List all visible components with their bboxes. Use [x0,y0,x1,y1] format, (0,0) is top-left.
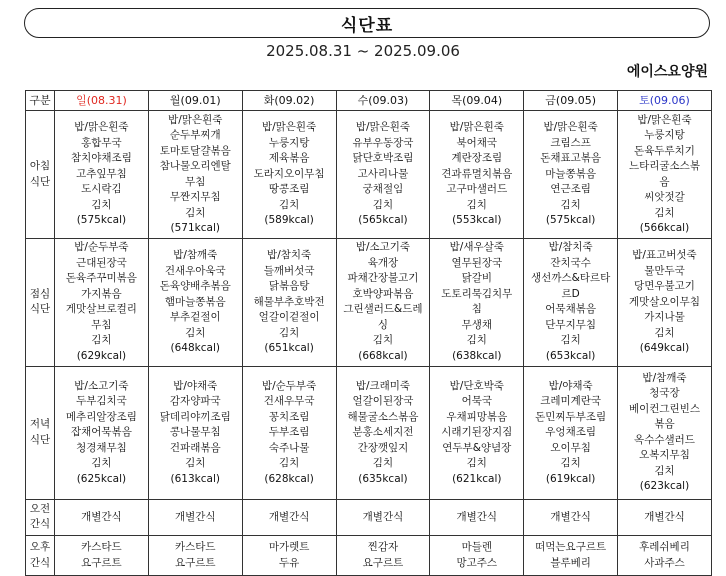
meal-row-breakfast [26,111,712,238]
row-label-line: 점심 [29,287,51,300]
menu-item: 콩나물무침 [169,426,221,439]
meal-row-snack1 [26,499,712,536]
meal-cell [618,367,712,499]
menu-item: 씨앗젓갈 [644,191,685,204]
meal-cell [618,536,712,576]
menu-item: (553kcal) [452,214,502,227]
menu-item: 사과주스 [644,556,685,569]
menu-item: 카스타드 [81,541,122,554]
row-label-breakfast [26,111,55,238]
menu-item: 밥/단호박죽 [449,379,504,392]
menu-item: 김치 [185,326,206,339]
menu-item: 돈육주꾸미볶음 [65,272,137,285]
menu-item: (571kcal) [170,222,220,235]
meal-cell [430,111,524,238]
meal-cell [336,238,430,366]
meal-cell [55,238,149,366]
row-label-line: 식단 [29,303,51,316]
menu-item: (668kcal) [358,349,408,362]
menu-item: 두부조림 [268,426,310,439]
menu-item: 도라지오이무침 [253,167,325,180]
menu-item: (649kcal) [639,342,690,355]
menu-item: 김치 [560,457,581,470]
meal-cell [148,499,242,536]
menu-item: 두유 [278,556,300,569]
menu-item: 도토리묵김치무 [441,287,513,300]
menu-item: 개별간식 [456,510,498,523]
meal-cell [430,238,524,366]
menu-item: 요구르트 [362,556,404,569]
menu-item: 후레쉬베리 [639,541,690,554]
menu-item: 부추겉절이 [169,311,221,324]
menu-item: 계란장조림 [451,152,503,165]
meal-cell [55,499,149,536]
menu-item: 가지볶음 [81,287,122,300]
row-label-line: 아침 [29,160,51,173]
menu-item: 김치 [372,198,394,211]
menu-item: 두부김치국 [76,395,127,408]
meal-plan-body [26,91,712,576]
menu-item: 마늘쫑볶음 [545,167,596,180]
menu-item: 해물굴소스볶음 [347,410,419,423]
menu-item: 블루베리 [550,556,591,569]
menu-item: 김치 [91,198,112,211]
menu-item: (619kcal) [545,472,596,485]
menu-item: 르D [561,287,580,300]
menu-item: 김치 [185,457,206,470]
menu-item: 청경채무침 [76,441,127,454]
menu-item: 가지나물 [644,311,685,324]
menu-item: (628kcal) [264,472,314,485]
menu-item: 파채간장불고기 [347,272,419,285]
menu-item: 건새우아욱국 [164,264,226,277]
meal-row-lunch [26,238,712,366]
menu-item: 밥/맑은흰죽 [637,113,692,126]
menu-item: 김치 [185,206,206,219]
menu-item: 김치 [560,198,581,211]
meal-cell [148,111,242,238]
meal-row-dinner [26,367,712,499]
meal-cell [242,111,336,238]
meal-cell [524,536,618,576]
menu-item: 들깨버섯국 [263,264,315,277]
menu-item: 김치 [560,334,581,347]
meal-cell [148,536,242,576]
meal-cell [336,499,430,536]
row-label-snack2 [26,536,55,576]
row-label-line: 식단 [29,175,51,188]
row-label-line: 오전 [29,502,51,515]
menu-item: 햄마늘쫑볶음 [164,295,226,308]
meal-cell [618,499,712,536]
meal-cell [242,238,336,366]
menu-item: 김치 [654,326,675,339]
meal-cell [336,536,430,576]
menu-item: (648kcal) [170,342,220,355]
menu-item: 건새우무국 [263,395,315,408]
menu-item: (638kcal) [452,349,502,362]
header-row [26,91,712,111]
menu-item: 찐감자 [367,541,399,554]
row-label-line: 저녁 [29,418,51,431]
day-header-fri: 금(09.05) [524,91,618,111]
row-label-line: 간식 [29,518,51,531]
menu-item: 연근조림 [550,183,591,196]
menu-item: 김치 [372,334,394,347]
menu-item: 잔치국수 [550,256,591,269]
menu-item: 홍합무국 [81,136,122,149]
title-box [24,8,710,38]
day-header-sat: 토(09.06) [618,91,712,111]
menu-item: 연두부&양념장 [442,441,512,454]
meal-cell [524,367,618,499]
meal-cell [430,536,524,576]
menu-item: 참나물오리엔탈 [159,160,231,173]
menu-item: 닭데리야끼조림 [159,410,231,423]
menu-item: 우엉채조림 [545,426,596,439]
menu-item: 카스타드 [174,541,216,554]
menu-item: 돈육양배추볶음 [159,280,231,293]
menu-item: 잡채어묵볶음 [70,426,132,439]
menu-item: (589kcal) [264,214,314,227]
menu-item: 김치 [278,326,300,339]
day-header-wed: 수(09.03) [336,91,430,111]
menu-item: 김치 [654,464,675,477]
menu-item: 느타리굴소스볶 [628,160,700,173]
menu-item: (575kcal) [76,214,127,227]
menu-item: 게맛살오이무침 [628,295,700,308]
meal-cell [55,536,149,576]
menu-item: 김치 [91,457,112,470]
menu-item: 밥/맑은흰죽 [261,121,317,134]
menu-item: 그린샐러드&드레 [343,303,423,316]
menu-item: 밥/크래미죽 [355,379,411,392]
menu-item: 밥/새우살죽 [449,241,504,254]
row-label-lunch [26,238,55,366]
row-label-line: 간식 [29,556,51,569]
menu-item: 닭단호박조림 [352,152,414,165]
meal-cell [430,499,524,536]
menu-item: 싱 [377,318,389,331]
menu-item: (625kcal) [76,472,127,485]
menu-item: 육개장 [367,256,399,269]
menu-item: 옥수수샐러드 [634,433,695,446]
menu-item: 꽁치조림 [268,410,310,423]
organization-name: 에이스요양원 [626,64,708,80]
day-header-thu: 목(09.04) [430,91,524,111]
menu-item: 감자양파국 [169,395,221,408]
meal-cell [148,238,242,366]
menu-item: 북어채국 [456,136,498,149]
menu-item: 시래기된장지짐 [441,426,513,439]
menu-item: 무짠지무침 [169,191,221,204]
menu-item: 고사리나물 [357,167,409,180]
meal-cell [618,111,712,238]
menu-item: 고구마샐러드 [446,183,508,196]
menu-item: 밥/맑은흰죽 [74,121,129,134]
menu-item: (566kcal) [639,222,690,235]
menu-item: 무생채 [461,318,493,331]
meal-cell [618,238,712,366]
menu-item: 밥/순두부죽 [261,379,317,392]
menu-item: 밥/순두부죽 [74,241,129,254]
menu-item: 밥/소고기죽 [355,241,411,254]
menu-item: 밥/참치죽 [267,249,312,262]
page-title: 식단표 [340,15,394,36]
meal-row-snack2 [26,536,712,576]
menu-item: 닭볶음탕 [268,280,310,293]
meal-cell [148,367,242,499]
menu-item: 밥/참치죽 [548,241,593,254]
menu-item: 김치 [466,198,487,211]
menu-item: 근대된장국 [76,256,127,269]
menu-item: 개별간식 [644,510,685,523]
menu-item: 궁채절임 [362,183,404,196]
menu-item: 무침 [91,318,112,331]
menu-item: 유부우동장국 [352,136,414,149]
menu-item: 밥/표고버섯죽 [632,249,697,262]
row-label-line: 식단 [29,433,51,446]
menu-item: 어묵국 [461,395,493,408]
menu-item: 견과류멸치볶음 [441,167,513,180]
menu-item: 개별간식 [362,510,404,523]
menu-item: (575kcal) [545,214,596,227]
menu-item: 순두부찌개 [169,129,221,142]
row-label-dinner [26,367,55,499]
menu-item: 김치 [466,334,487,347]
meal-cell [55,111,149,238]
menu-item: 김치 [278,198,300,211]
menu-item: 제육볶음 [268,152,310,165]
menu-item: 숙주나물 [268,441,310,454]
menu-item: 망고주스 [456,556,498,569]
menu-item: 돈육두루치기 [634,144,695,157]
meal-cell [430,367,524,499]
menu-item: 무침 [185,175,206,188]
meal-plan-table [25,90,712,576]
menu-item: 음 [659,175,670,188]
menu-item: 밥/참깨죽 [642,371,687,384]
menu-item: 누룽지탕 [268,136,310,149]
menu-item: 요구르트 [174,556,216,569]
meal-cell [242,499,336,536]
menu-item: 닭갈비 [461,272,493,285]
menu-item: 침 [471,303,482,316]
menu-item: 고추잎무침 [76,167,127,180]
menu-item: 당면우불고기 [634,280,695,293]
meal-cell [242,536,336,576]
menu-item: 건파래볶음 [169,441,221,454]
menu-item: 밥/소고기죽 [74,379,129,392]
menu-item: 청국장 [649,387,680,400]
corner-label: 구분 [26,91,55,111]
meal-cell [524,238,618,366]
menu-item: 오이무침 [550,441,591,454]
menu-item: 얼갈이겉절이 [258,311,320,324]
meal-cell [336,367,430,499]
date-range: 2025.08.31 ~ 2025.09.06 [266,42,460,60]
meal-cell [242,367,336,499]
menu-item: (623kcal) [639,480,690,493]
menu-item: 돈채표고볶음 [540,152,602,165]
menu-item: 참치야채조림 [70,152,132,165]
menu-item: 밥/맑은흰죽 [168,113,223,126]
menu-item: 밥/맑은흰죽 [355,121,411,134]
menu-item: 분홍소세지전 [352,426,414,439]
meal-cell [524,499,618,536]
menu-item: 단무지무침 [545,318,596,331]
menu-item: 간장깻잎지 [357,441,409,454]
menu-item: 생선까스&타르타 [531,272,611,285]
menu-item: 밥/참깨죽 [173,249,218,262]
menu-item: (613kcal) [170,472,220,485]
menu-item: 오복지무침 [639,449,690,462]
menu-item: 볶음 [654,418,675,431]
menu-item: 호박양파볶음 [352,287,414,300]
menu-item: 김치 [91,334,112,347]
menu-item: 토마토달걀볶음 [159,144,231,157]
menu-item: 밥/맑은흰죽 [449,121,504,134]
menu-item: (635kcal) [358,472,408,485]
menu-item: 마가렛트 [268,541,310,554]
menu-item: (629kcal) [76,349,127,362]
menu-item: 요구르트 [81,556,122,569]
menu-item: 떠먹는요구르트 [535,541,607,554]
row-label-snack1 [26,499,55,536]
meal-cell [336,111,430,238]
menu-item: 해물부추호박전 [253,295,325,308]
day-header-mon: 월(09.01) [148,91,242,111]
menu-item: 물만두국 [644,264,685,277]
menu-item: 땅콩조림 [268,183,310,196]
menu-item: 개별간식 [174,510,216,523]
menu-item: 밥/야채죽 [173,379,218,392]
menu-item: 누룽지탕 [644,129,685,142]
menu-item: 개별간식 [268,510,310,523]
day-header-sun: 일(08.31) [55,91,149,111]
menu-item: (565kcal) [358,214,408,227]
menu-item: 어묵채볶음 [545,303,596,316]
menu-item: (651kcal) [264,342,314,355]
day-header-tue: 화(09.02) [242,91,336,111]
menu-item: 크레미계란국 [540,395,602,408]
menu-item: 도시락김 [81,183,122,196]
meal-cell [55,367,149,499]
menu-item: 김치 [466,457,487,470]
menu-item: 개별간식 [550,510,591,523]
menu-item: 김치 [372,457,394,470]
meal-cell [524,111,618,238]
menu-item: (621kcal) [452,472,502,485]
menu-item: 크림스프 [550,136,591,149]
menu-item: 열무된장국 [451,256,503,269]
menu-item: 김치 [278,457,300,470]
menu-item: 얼갈이된장국 [352,395,414,408]
menu-item: 우채피망볶음 [446,410,508,423]
menu-item: 메추리알장조림 [65,410,137,423]
row-label-line: 오후 [29,541,51,554]
menu-item: 게맛살브로컬리 [65,303,137,316]
menu-item: 돈민찌두부조림 [535,410,607,423]
menu-item: 개별간식 [81,510,122,523]
menu-item: 마들렌 [461,541,493,554]
menu-item: (653kcal) [545,349,596,362]
menu-item: 김치 [654,206,675,219]
menu-item: 베이컨그린빈스 [628,402,700,415]
menu-item: 밥/야채죽 [548,379,593,392]
menu-item: 밥/맑은흰죽 [543,121,598,134]
